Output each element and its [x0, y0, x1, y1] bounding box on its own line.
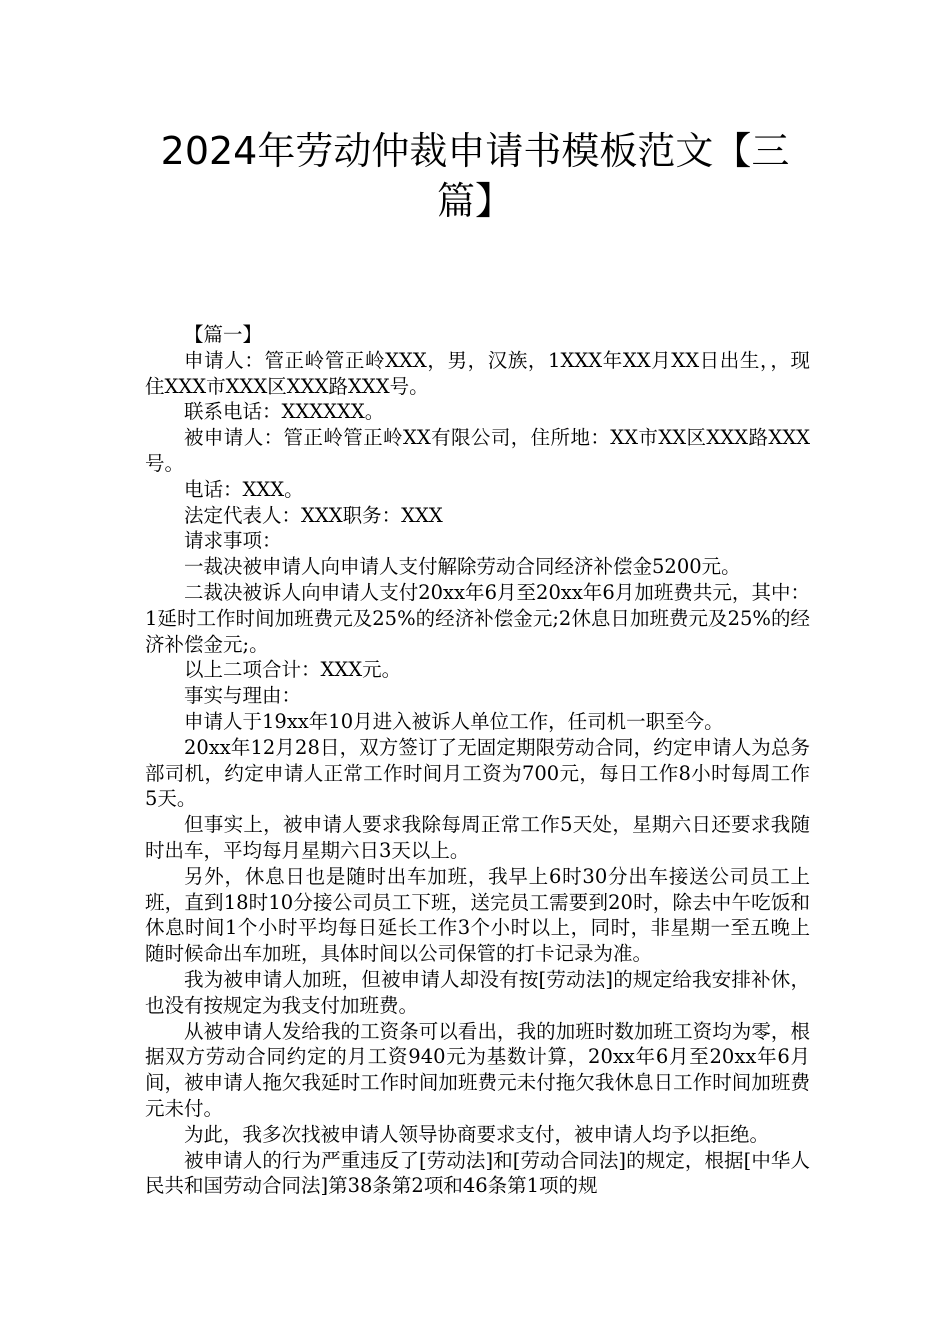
paragraph: 电话：XXX。 [184, 477, 304, 501]
paragraph: 另外，休息日也是随时出车加班，我早上6时30分出车接送公司员工上班，直到18时10分接公司员工下班，送完员工需要到20时，除去中午吃饭和休息时间1个小时平均每日延长工作3个小时以上，同时，非星期一至五晚上随时候命出车加班，具体时间以公司保管的打卡记录为准。 [145, 864, 810, 966]
paragraph: 我为被申请人加班，但被申请人却没有按[劳动法]的规定给我安排补休，也没有按规定为我支付加班费。 [145, 967, 810, 1017]
paragraph: 二裁决被诉人向申请人支付20xx年6月至20xx年6月加班费共元，其中：1延时工作时间加班费元及25%的经济补偿金元;2休息日加班费元及25%的经济补偿金元;。 [145, 580, 810, 656]
paragraph: 联系电话：XXXXXX。 [184, 400, 385, 424]
paragraph: 申请人：管正岭管正岭XXX，男，汉族，1XXX年XX月XX日出生，，现住XXX市XXX区XXX路XXX号。 [145, 348, 810, 398]
paragraph: 法定代表人：XXX职务：XXX [184, 503, 443, 527]
document-body [145, 322, 810, 1199]
paragraph: 为此，我多次找被申请人领导协商要求支付，被申请人均予以拒绝。 [184, 1122, 770, 1146]
paragraph: 被申请人的行为严重违反了[劳动法]和[劳动合同法]的规定，根据[中华人民共和国劳动合同法]第38条第2项和46条第1项的规 [145, 1148, 810, 1198]
paragraph: 请求事项： [184, 529, 282, 553]
paragraph: 20xx年12月28日，双方签订了无固定期限劳动合同，约定申请人为总务部司机，约定申请人正常工作时间月工资为700元，每日工作8小时每周工作5天。 [145, 735, 810, 811]
paragraph: 以上二项合计：XXX元。 [184, 658, 402, 682]
paragraph: 一裁决被申请人向申请人支付解除劳动合同经济补偿金5200元。 [184, 555, 741, 579]
paragraph: 事实与理由： [184, 684, 302, 708]
paragraph: 从被申请人发给我的工资条可以看出，我的加班时数加班工资均为零，根据双方劳动合同约定的月工资940元为基数计算，20xx年6月至20xx年6月间，被申请人拖欠我延时工作时间加班费元未付拖欠我休息日工作时间加班费元未付。 [145, 1019, 810, 1120]
document-title: 2024年劳动仲裁申请书模板范文【三篇】 [160, 129, 790, 223]
section-heading: 【篇一】 [184, 323, 263, 346]
paragraph: 申请人于19xx年10月进入被诉人单位工作，任司机一职至今。 [184, 709, 724, 733]
paragraph: 被申请人：管正岭管正岭XX有限公司，住所地：XX市XX区XXX路XXX号。 [145, 426, 810, 475]
paragraph: 但事实上，被申请人要求我除每周正常工作5天处，星期六日还要求我随时出车，平均每月星期六日3天以上。 [145, 813, 810, 862]
